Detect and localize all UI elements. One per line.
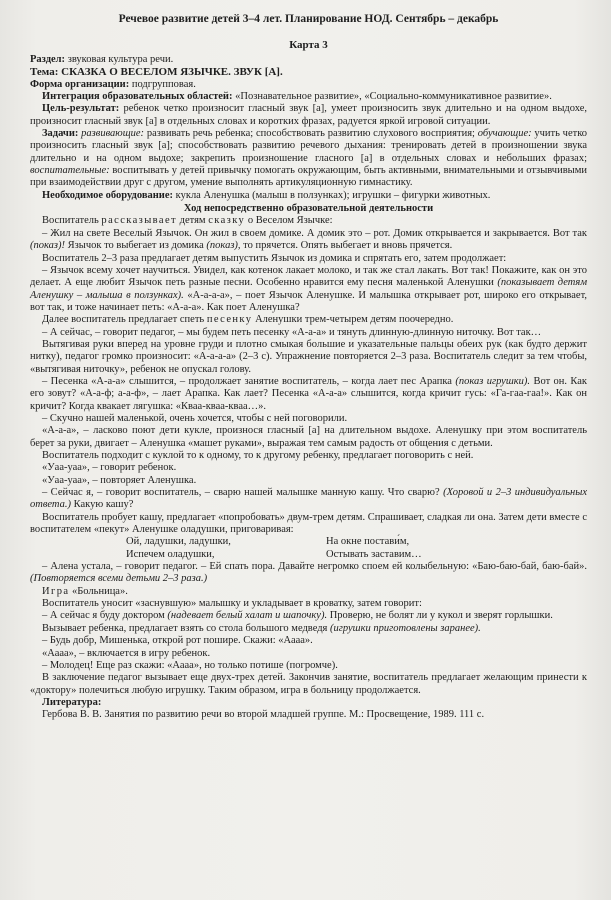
activity-heading: Ход непосредственно образовательной деятельности [183,203,434,215]
tasks-label: Задачи: [42,128,79,140]
tasks-teaching-label: обучающие: [477,128,532,140]
paragraph [30,623,587,635]
paragraph: – Будь добр, Мишенька, открой рот пошире. Скажи: «Аааа». [42,635,313,647]
integration-line [30,91,587,103]
paragraph: – Скучно нашей маленькой, очень хочется, чтобы с ней поговорили. [42,412,348,424]
text-run: детям [179,215,206,227]
paragraph [30,487,587,512]
poem-line: Испечем оладушки, [126,548,215,560]
equipment-value: кукла Аленушка (малыш в ползунках); игрушки – фигурки животных. [175,189,491,201]
tasks-developing-text: развивать речь ребенка; способствовать развитию слухового восприятия; [146,128,475,140]
text-run: Вызывает ребенка, предлагает взять со стола большого медведя [42,622,328,634]
paragraph [30,265,587,314]
text-run: – Сейчас я, – говорит воспитатель, – сварю нашей малышке манную кашу. Что сварю? [42,487,440,499]
text-run: (надевает белый халат и шапочку). [167,610,328,622]
text-run: (Повторяется всеми детьми 2–3 раза.) [30,573,208,585]
poem-line: На окне постави́м, [326,536,410,548]
text-run: – Жил на свете Веселый Язычок. Он жил в своем домике. А домик это – рот. Домик открывается и закрывается. Вот так [42,227,587,239]
text-run: – А сейчас я буду доктором [42,610,165,622]
text-run: песенку [206,314,253,326]
poem-line: Остывать заставим… [326,548,422,560]
goal-label: Цель-результат: [42,103,120,115]
paragraph: «А-а-а», – ласково поют дети кукле, произнося гласный [а] на длительном выдохе. Аленушку при этом воспитатель берет за руки, двигает – Аленушка «машет руками», выражая тем самым радость от общения с детьми. [30,425,587,449]
paragraph [30,376,587,413]
goal-line [30,103,587,128]
paragraph: Вытягивая руки вперед на уровне груди и плотно смыкая большие и указательные пальцы обеих рук (как будто держит нитку), педагог громко произносит: «А-а-а-а» (2–3 с). Упражнение повторяется 2–3 раза. Воспитатель следит за тем чтобы, «вытягивая ниточку», ребенок не опускал голову. [30,338,587,375]
integration-value: «Познавательное развитие», «Социально-коммуникативное развитие». [235,91,552,103]
text-run: (показ), [206,240,241,252]
paragraph: Воспитатель 2–3 раза предлагает детям выпустить Язычок из домика и спрятать его, затем продолжает: [42,252,507,264]
text-run: «А-а-а-а», – поет Язычок Аленушке. И малышка открывает рот, широко его открывает, вот так, и тоже начинает петь: «А-а-а». Как поет Аленушка? [30,289,587,313]
text-run: сказку [208,215,246,227]
tasks-teaching-text: учить четко произносить гласный звук [а]; способствовать развитию речевого дыхания: тренировать детей в произношении звука длительно и на одном выдохе; закрепить произношение гласного [а] в отдельных словах и небольших фразах; [30,128,588,164]
integration-label: Интеграция образовательных областей: [42,91,233,103]
tasks-educating-text: воспитывать у детей привычку помогать окружающим, быть активными, внимательными и отзывчивыми при взаимодействии друг с другом, умение выполнять артикуляционную гимнастику. [30,165,587,189]
paragraph: «Уаа-уаа», – повторяет Аленушка. [42,474,197,486]
text-run: (показ игрушки). [455,375,531,387]
text-run: – Алена устала, – говорит педагог. – Ей спать пора. Давайте негромко споем ей колыбельную: «Баю-баю-бай, баю-бай». [42,561,587,573]
text-run: Игра [42,585,70,597]
text-run: (показывает детям Аленушку – малыша в ползунках). [30,277,588,301]
tasks-educating-label: воспитательные: [30,165,110,177]
text-run: – Язычок всему хочет научиться. Увидел, как котенок лакает молоко, и так же стал лакать. Вот так! Покажите, как он это делает. А еще любит Язычок петь разные песни. Особенно нравится ему песня маленькой Аленушки [30,264,587,289]
text-run: Аленушки трем-четырем детям поочередно. [255,314,454,326]
tasks-developing-label: развивающие: [81,128,145,140]
poem-line: Ой, ладушки, ладушки, [126,536,231,548]
poem-column-right [326,536,587,561]
paragraph [30,228,587,253]
equipment-line [30,190,587,202]
paragraph: Воспитатель подходит с куклой то к одному, то к другому ребенку, предлагает поговорить с ней. [42,450,474,461]
text-run: – Песенка «А-а-а» слышится, – продолжает занятие воспитатель, – когда лает пес Арапка [42,375,452,387]
paragraph [30,561,587,586]
text-run: то прячется. Опять выбегает и вновь прячется. [243,240,453,252]
section-line [30,54,587,66]
text-run: Язычок то выбегает из домика [67,240,204,252]
form-label: Форма организации: [30,78,130,90]
text-run: Проверю, не болят ли у кукол и зверят горлышки. [329,610,553,622]
text-run: Какую кашу? [73,499,134,511]
form-value: подгрупповая. [131,78,196,90]
paragraph: Воспитатель уносит «заснувшую» малышку и укладывает в кроватку, затем говорит: [42,598,422,610]
literature-item: Гербова В. В. Занятия по развитию речи во второй младшей группе. М.: Просвещение, 1989. 111 с. [42,709,485,721]
form-line [30,79,587,91]
paragraph: «Аааа», – включается в игру ребенок. [42,647,211,659]
paragraph: «Уаа-уаа», – говорит ребенок. [42,462,177,474]
text-run: Воспитатель [42,215,99,227]
topic-label: Тема: [30,66,59,79]
goal-value: ребенок четко произносит гласный звук [а], умеет произносить звук длительно и на одном выдохе, произносит гласный звук [а] в отдельных словах и коротких фразах, радуется яркой игровой ситуации. [30,103,587,127]
tasks-line [30,128,587,190]
equipment-label: Необходимое оборудование: [42,189,174,201]
paragraph [30,215,587,227]
paragraph [30,586,587,598]
text-run: Далее воспитатель предлагает спеть [42,314,205,326]
poem [30,536,587,561]
text-run: Вот он. Как его зовут? «А-а-ф; а-а-ф», – лает Арапка. Как лает? Песенка «А-а-а» слышится, когда кричит гусь: «Га-гаа-гаа!». Как он кричит? Когда квакает лягушка: «Кваа-кваа-кваа…». [30,375,588,412]
paragraph [30,610,587,622]
section-value: звуковая культура речи. [67,54,174,65]
topic-line [30,66,587,78]
paragraph [30,314,587,326]
page-content [30,54,587,722]
poem-column-left [126,536,326,561]
section-label: Раздел: [30,54,66,65]
running-header: Речевое развитие детей 3–4 лет. Планирование НОД. Сентябрь – декабрь [118,13,499,25]
paragraph: – Молодец! Еще раз скажи: «Аааа», но только потише (погромче). [42,659,338,671]
paragraph: Воспитатель пробует кашу, предлагает «попробовать» двум-трем детям. Спрашивает, сладкая ли она. Затем дети вместе с воспитателем «пекут» Аленушке оладушки, приговаривая: [30,511,587,536]
text-run: о Веселом Язычке: [247,215,333,227]
paragraph: – А сейчас, – говорит педагог, – мы будем петь песенку «А-а-а» и тянуть длинную-длинную ниточку. Вот так… [42,326,542,338]
text-run: (Хоровой и 2–3 индивидуальных ответа.) [30,487,587,511]
text-run: (игрушки приготовлены заранее). [330,622,481,634]
paragraph: В заключение педагог вызывает еще двух-трех детей. Закончив занятие, воспитатель предлагает желающим принести к «доктору» полечиться любую игрушку. Таким образом, игра в больницу продолжается. [30,672,587,696]
card-title: Карта 3 [289,39,328,51]
text-run: (показ)! [30,240,65,252]
text-run: «Больница». [72,585,128,597]
text-run: рассказывает [101,215,177,227]
literature-label: Литература: [42,696,102,708]
topic-value: СКАЗКА О ВЕСЕЛОМ ЯЗЫЧКЕ. ЗВУК [А]. [61,66,283,79]
